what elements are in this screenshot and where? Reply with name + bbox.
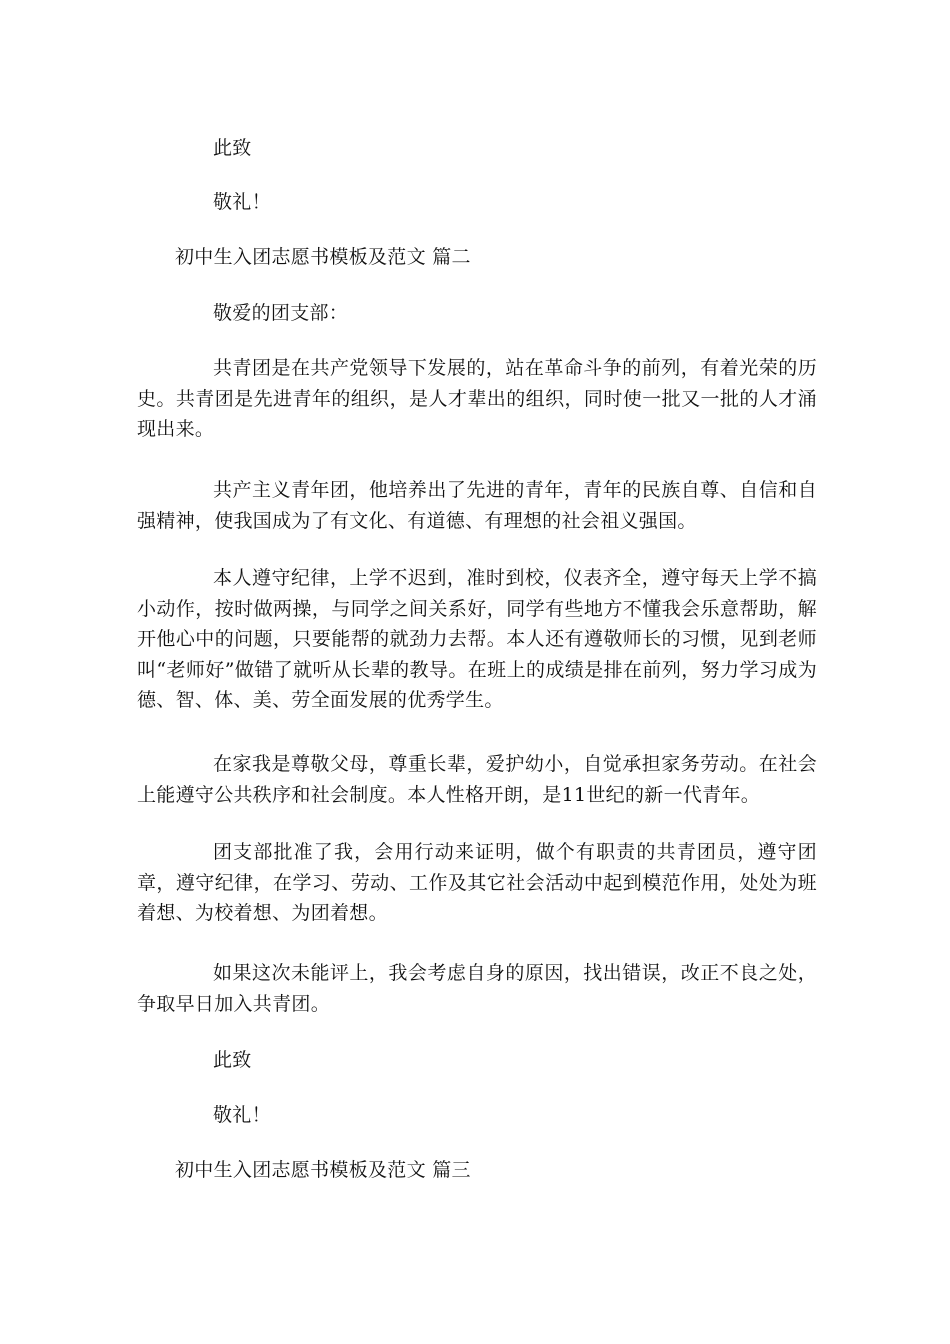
salute-text: 敬礼！ <box>213 1104 271 1126</box>
section-heading: 初中生入团志愿书模板及范文 篇二 <box>175 246 471 268</box>
greeting-text: 敬爱的团支部： <box>213 302 349 324</box>
salute-text: 敬礼！ <box>213 191 271 213</box>
body-paragraph: 团支部批准了我，会用行动来证明，做个有职责的共青团员，遵守团章，遵守纪律，在学习、劳动、工作及其它社会活动中起到模范作用，处处为班着想、为校着想、为团着想。 <box>137 841 817 924</box>
closing-text: 此致 <box>213 137 252 159</box>
body-paragraph: 如果这次未能评上，我会考虑自身的原因，找出错误，改正不良之处，争取早日加入共青团。 <box>137 962 817 1015</box>
section-heading: 初中生入团志愿书模板及范文 篇三 <box>175 1159 471 1181</box>
body-paragraph: 共产主义青年团，他培养出了先进的青年，青年的民族自尊、自信和自强精神，使我国成为了有文化、有道德、有理想的社会祖义强国。 <box>137 479 817 532</box>
body-paragraph: 在家我是尊敬父母，尊重长辈，爱护幼小，自觉承担家务劳动。在社会上能遵守公共秩序和社会制度。本人性格开朗，是11世纪的新一代青年。 <box>137 753 817 806</box>
body-paragraph: 本人遵守纪律，上学不迟到，准时到校，仪表齐全，遵守每天上学不搞小动作，按时做两操，与同学之间关系好，同学有些地方不懂我会乐意帮助，解开他心中的问题，只要能帮的就劲力去帮。本人还有遵敬师长的习惯，见到老师叫“老师好”做错了就听从长辈的教导。在班上的成绩是排在前列，努力学习成为德、智、体、美、劳全面发展的优秀学生。 <box>137 567 817 711</box>
body-paragraph: 共青团是在共产党领导下发展的，站在革命斗争的前列，有着光荣的历史。共青团是先进青年的组织，是人才辈出的组织，同时使一批又一批的人才涌现出来。 <box>137 357 817 440</box>
closing-text: 此致 <box>213 1049 252 1071</box>
